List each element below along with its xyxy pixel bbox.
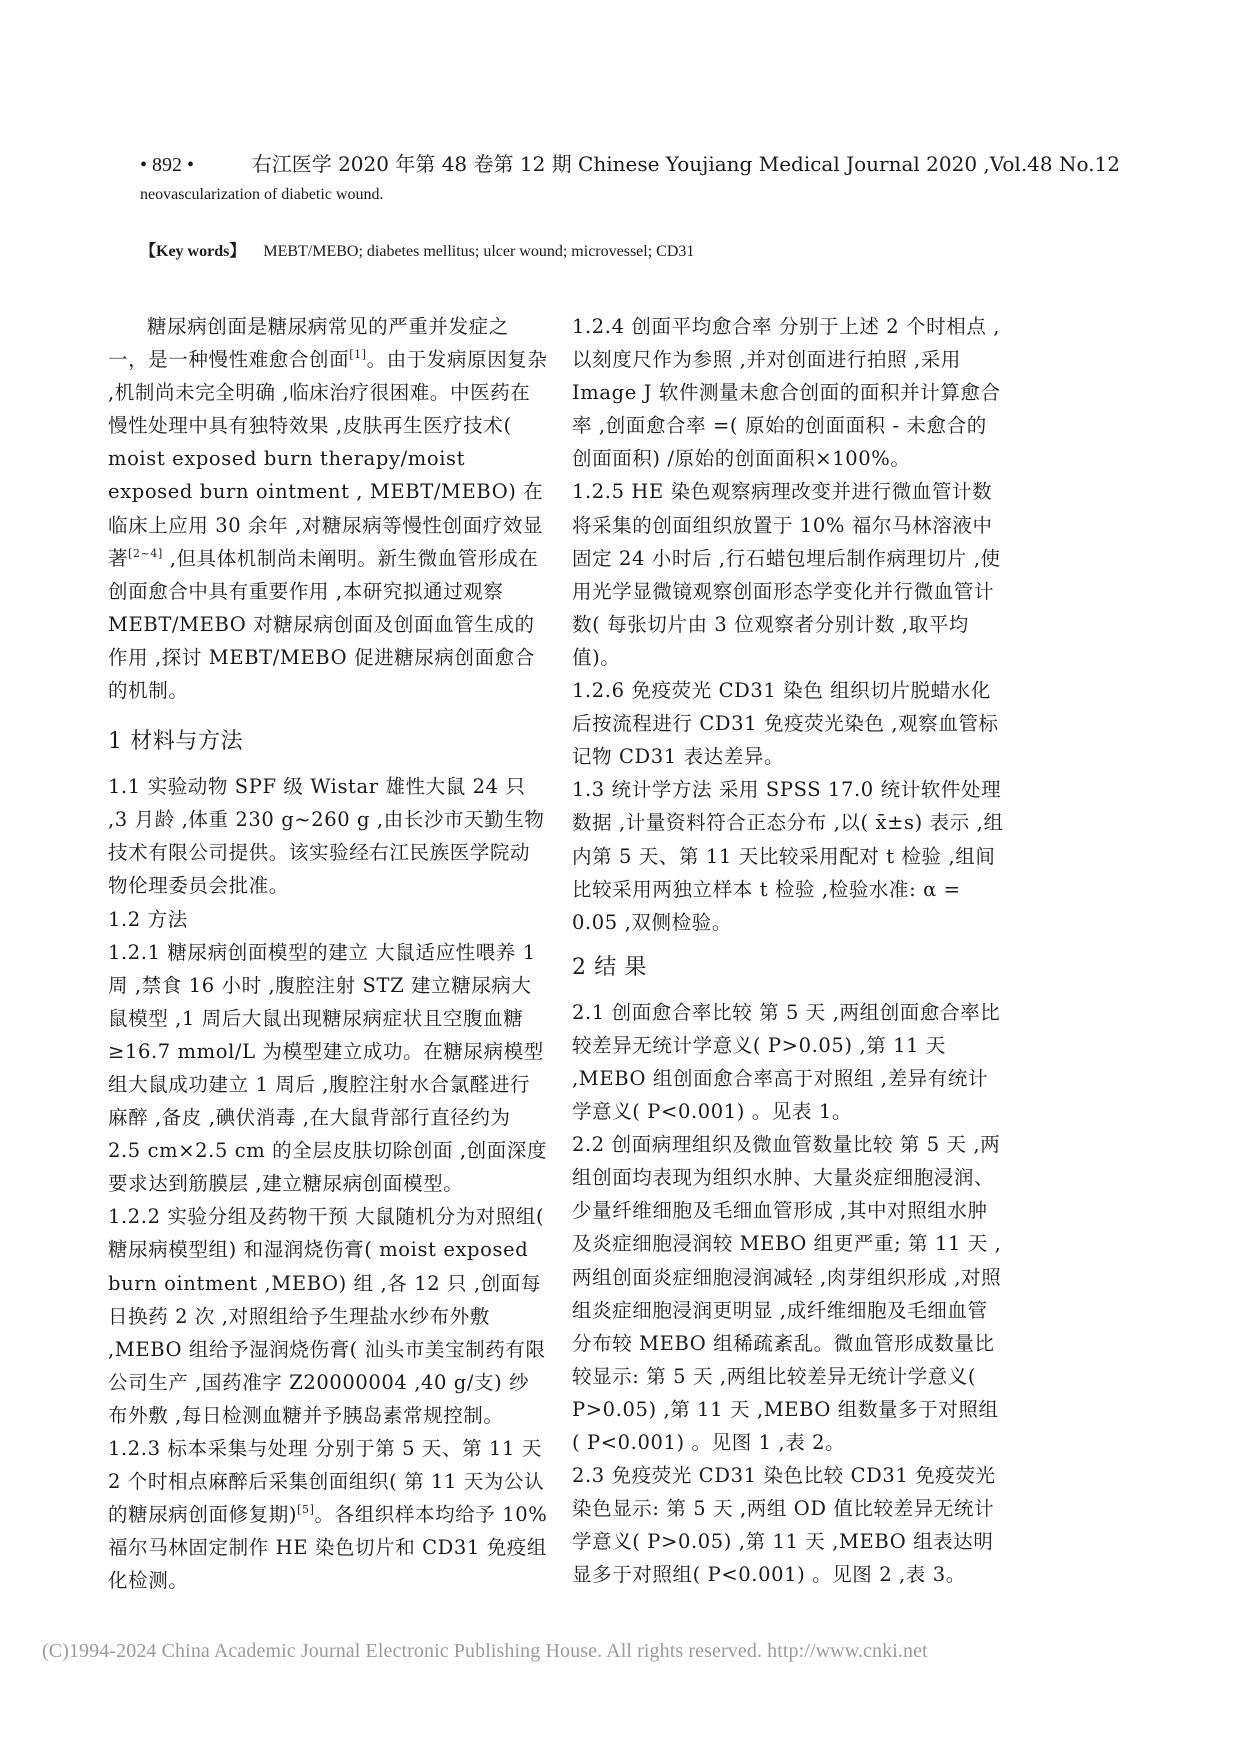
citation-1: [1] [349,348,367,362]
section-1-2-4: 1.2.4 创面平均愈合率 分别于上述 2 个时相点 ,以刻度尺作为参照 ,并对创面进行拍照 ,采用 Image J 软件测量未愈合创面的面积并计算愈合率 ,创面愈合率 =( 原始的创面面积 - 未愈合的创面面积) /原始的创面面积×100%。 [572,315,1001,471]
intro-text-b: 。由于发病原因复杂 ,机制尚未完全明确 ,临床治疗很困难。中医药在慢性处理中具有独特效果 ,皮肤再生医疗技术( moist exposed burn therapy/moist exposed burn ointment , MEBT/MEBO) 在临床上应用 30 余年 ,对糖尿病等慢性创面疗效显著 [108,348,548,570]
section-1-2-2: 1.2.2 实验分组及药物干预 大鼠随机分为对照组( 糖尿病模型组) 和湿润烧伤膏( moist exposed burn ointment ,MEBO) 组 ,各 12 只 ,创面每日换药 2 次 ,对照组给予生理盐水纱布外敷 ,MEBO 组给予湿润烧伤膏( 汕头市美宝制药有限公司生产 ,国药准字 Z20000004 ,40 g/支) 纱布外敷 ,每日检测血糖并予胰岛素常规控制。 [108,1205,546,1427]
keywords-text: MEBT/MEBO; diabetes mellitus; ulcer wound; microvessel; CD31 [263,243,695,260]
right-column [572,310,1004,1591]
section-2-2: 2.2 创面病理组织及微血管数量比较 第 5 天 ,两组创面均表现为组织水肿、大量炎症细胞浸润、少量纤维细胞及毛细血管形成 ,其中对照组水肿及炎症细胞浸润较 MEBO 组更严重; 第 11 天 ,两组创面炎症细胞浸润减轻 ,肉芽组织形成 ,对照组炎症细胞浸润更明显 ,成纤维细胞及毛细血管分布较 MEBO 组稀疏紊乱。微血管形成数量比较显示: 第 5 天 ,两组比较差异无统计学意义( P>0.05) ,第 11 天 ,MEBO 组数量多于对照组( P<0.001) 。见图 1 ,表 2。 [572,1133,1002,1454]
section-2-heading: 2 结 果 [572,954,647,980]
section-2-1: 2.1 创面愈合率比较 第 5 天 ,两组创面愈合率比较差异无统计学意义( P>0.05) ,第 11 天 ,MEBO 组创面愈合率高于对照组 ,差异有统计学意义( P<0.001) 。见表 1。 [572,1000,1001,1124]
section-1-2-3-text-b: 。各组织样本均给予 10% 福尔马林固定制作 HE 染色切片和 CD31 免疫组化检测。 [108,1503,548,1593]
section-1-2-1: 1.2.1 糖尿病创面模型的建立 大鼠适应性喂养 1 周 ,禁食 16 小时 ,腹腔注射 STZ 建立糖尿病大鼠模型 ,1 周后大鼠出现糖尿病症状且空腹血糖 ≥16.7 mmol/L 为模型建立成功。在糖尿病模型组大鼠成功建立 1 周后 ,腹腔注射水合氯醛进行麻醉 ,备皮 ,碘伏消毒 ,在大鼠背部行直径约为 2.5 cm×2.5 cm 的全层皮肤切除创面 ,创面深度要求达到筋膜层 ,建立糖尿病创面模型。 [108,940,548,1196]
section-1-2-5: 1.2.5 HE 染色观察病理改变并进行微血管计数 将采集的创面组织放置于 10% 福尔马林溶液中固定 24 小时后 ,行石蜡包埋后制作病理切片 ,使用光学显微镜观察创面形态学变化并行微血管计数( 每张切片由 3 位观察者分别计数 ,取平均值)。 [572,480,1001,669]
left-column [108,310,548,1597]
section-1-1: 1.1 实验动物 SPF 级 Wistar 雄性大鼠 24 只 ,3 月龄 ,体重 230 g~260 g ,由长沙市天勤生物技术有限公司提供。该实验经右江民族医学院动物伦理委员会批准。 [108,775,545,898]
journal-title: 右江医学 2020 年第 48 卷第 12 期 Chinese Youjiang Medical Journal 2020 ,Vol.48 No.12 [251,152,1120,176]
keywords [140,238,694,261]
intro-text-c: ,但具体机制尚未阐明。新生微血管形成在创面愈合中具有重要作用 ,本研究拟通过观察 MEBT/MEBO 对糖尿病创面及创面血管生成的作用 ,探讨 MEBT/MEBO 促进糖尿病创面愈合的机制。 [108,546,539,703]
keywords-label: 【Key words】 [140,243,246,260]
copyright-footer: (C)1994-2024 China Academic Journal Electronic Publishing House. All rights reserved. http://www.cnki.net [42,1640,928,1662]
abstract-tail: neovascularization of diabetic wound. [140,186,384,203]
section-2-3: 2.3 免疫荧光 CD31 染色比较 CD31 免疫荧光染色显示: 第 5 天 ,两组 OD 值比较差异无统计学意义( P>0.05) ,第 11 天 ,MEBO 组表达明显多于对照组( P<0.001) 。见图 2 ,表 3。 [572,1464,996,1587]
section-1-heading: 1 材料与方法 [108,729,244,755]
citation-2-4: [2~4] [128,546,163,560]
citation-5: [5] [297,1503,315,1517]
section-1-2-3-text-a: 1.2.3 标本采集与处理 分别于第 5 天、第 11 天 2 个时相点麻醉后采集创面组织( 第 11 天为公认的糖尿病创面修复期) [108,1437,545,1527]
section-1-2-6: 1.2.6 免疫荧光 CD31 染色 组织切片脱蜡水化后按流程进行 CD31 免疫荧光染色 ,观察血管标记物 CD31 表达差异。 [572,679,999,769]
running-header [140,148,1120,177]
section-1-2-3 [108,1432,548,1597]
section-1-2: 1.2 方法 [108,907,188,931]
section-1-3: 1.3 统计学方法 采用 SPSS 17.0 统计软件处理数据 ,计量资料符合正态分布 ,以( x̄±s) 表示 ,组内第 5 天、第 11 天比较采用配对 t 检验 ,组间比较采用两独立样本 t 检验 ,检验水准: α = 0.05 ,双侧检验。 [572,778,1004,934]
page-number: • 892 • [140,154,195,176]
intro-paragraph [108,310,548,707]
intro-text-a: 糖尿病创面是糖尿病常见的严重并发症之一，是一种慢性难愈合创面 [108,315,509,372]
